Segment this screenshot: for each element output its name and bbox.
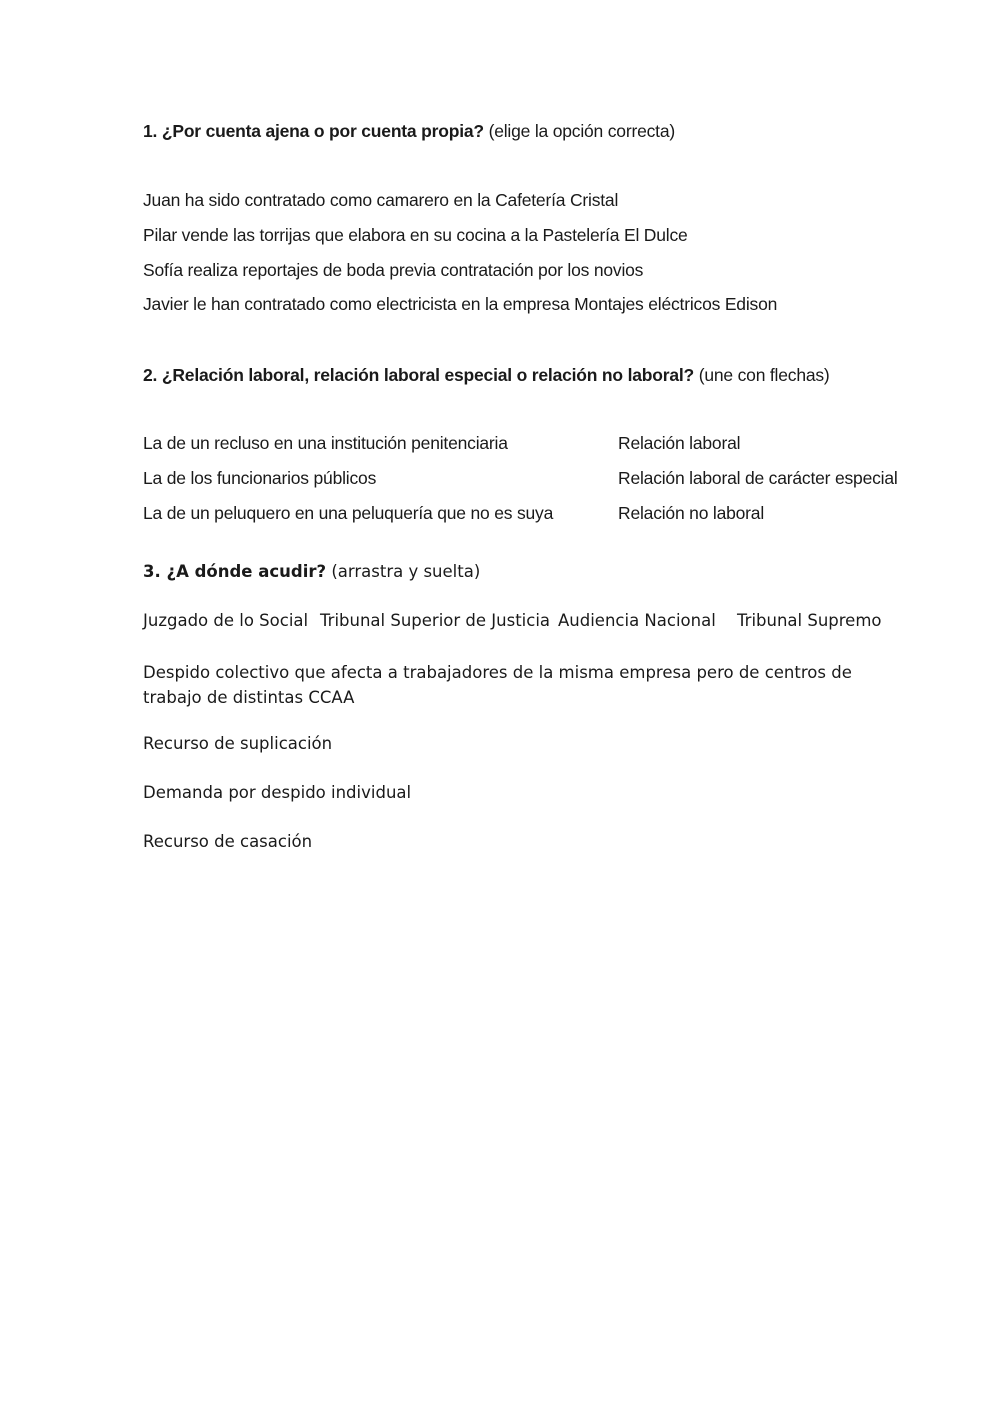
q3-option-audiencia-nacional[interactable]: Audiencia Nacional (558, 611, 716, 630)
q2-right-no-laboral[interactable]: Relación no laboral (618, 503, 765, 523)
q2-left-recluso[interactable]: La de un recluso en una institución penitenciaria (143, 433, 508, 453)
q1-item-juan[interactable]: Juan ha sido contratado como camarero en la Cafetería Cristal (143, 190, 619, 210)
q2-right-laboral[interactable]: Relación laboral (618, 433, 741, 453)
q1-item-pilar[interactable]: Pilar vende las torrijas que elabora en su cocina a la Pastelería El Dulce (143, 225, 688, 245)
q3-item-suplicacion[interactable]: Recurso de suplicación (143, 734, 333, 753)
q2-title-bold: 2. ¿Relación laboral, relación laboral especial o relación no laboral? (143, 365, 695, 385)
q2-title-note: (une con flechas) (698, 365, 830, 385)
q2-left-funcionarios[interactable]: La de los funcionarios públicos (143, 468, 377, 488)
q3-option-tribunal-supremo[interactable]: Tribunal Supremo (737, 611, 882, 630)
q3-item-despido-colectivo[interactable]: Despido colectivo que afecta a trabajadores de la misma empresa pero de centros de trabajo de distintas CCAA (143, 663, 852, 707)
q2-left-peluquero[interactable]: La de un peluquero en una peluquería que no es suya (143, 503, 554, 523)
q3-item-despido-individual[interactable]: Demanda por despido individual (143, 783, 412, 802)
q3-item-casacion[interactable]: Recurso de casación (143, 832, 313, 851)
q2-title (143, 365, 830, 386)
q1-title (143, 121, 675, 142)
q1-item-sofia[interactable]: Sofía realiza reportajes de boda previa contratación por los novios (143, 260, 644, 280)
q3-option-juzgado-social[interactable]: Juzgado de lo Social (143, 611, 309, 630)
q2-right-especial[interactable]: Relación laboral de carácter especial (618, 468, 898, 488)
q3-title-note: (arrastra y suelta) (331, 562, 481, 581)
q1-item-javier[interactable]: Javier le han contratado como electricista en la empresa Montajes eléctricos Edison (143, 294, 778, 314)
q3-title-bold: 3. ¿A dónde acudir? (143, 562, 327, 581)
q1-title-note: (elige la opción correcta) (488, 121, 675, 141)
q1-title-bold: 1. ¿Por cuenta ajena o por cuenta propia? (143, 121, 484, 141)
q3-title (143, 562, 480, 581)
q3-option-tsj[interactable]: Tribunal Superior de Justicia (320, 611, 551, 630)
